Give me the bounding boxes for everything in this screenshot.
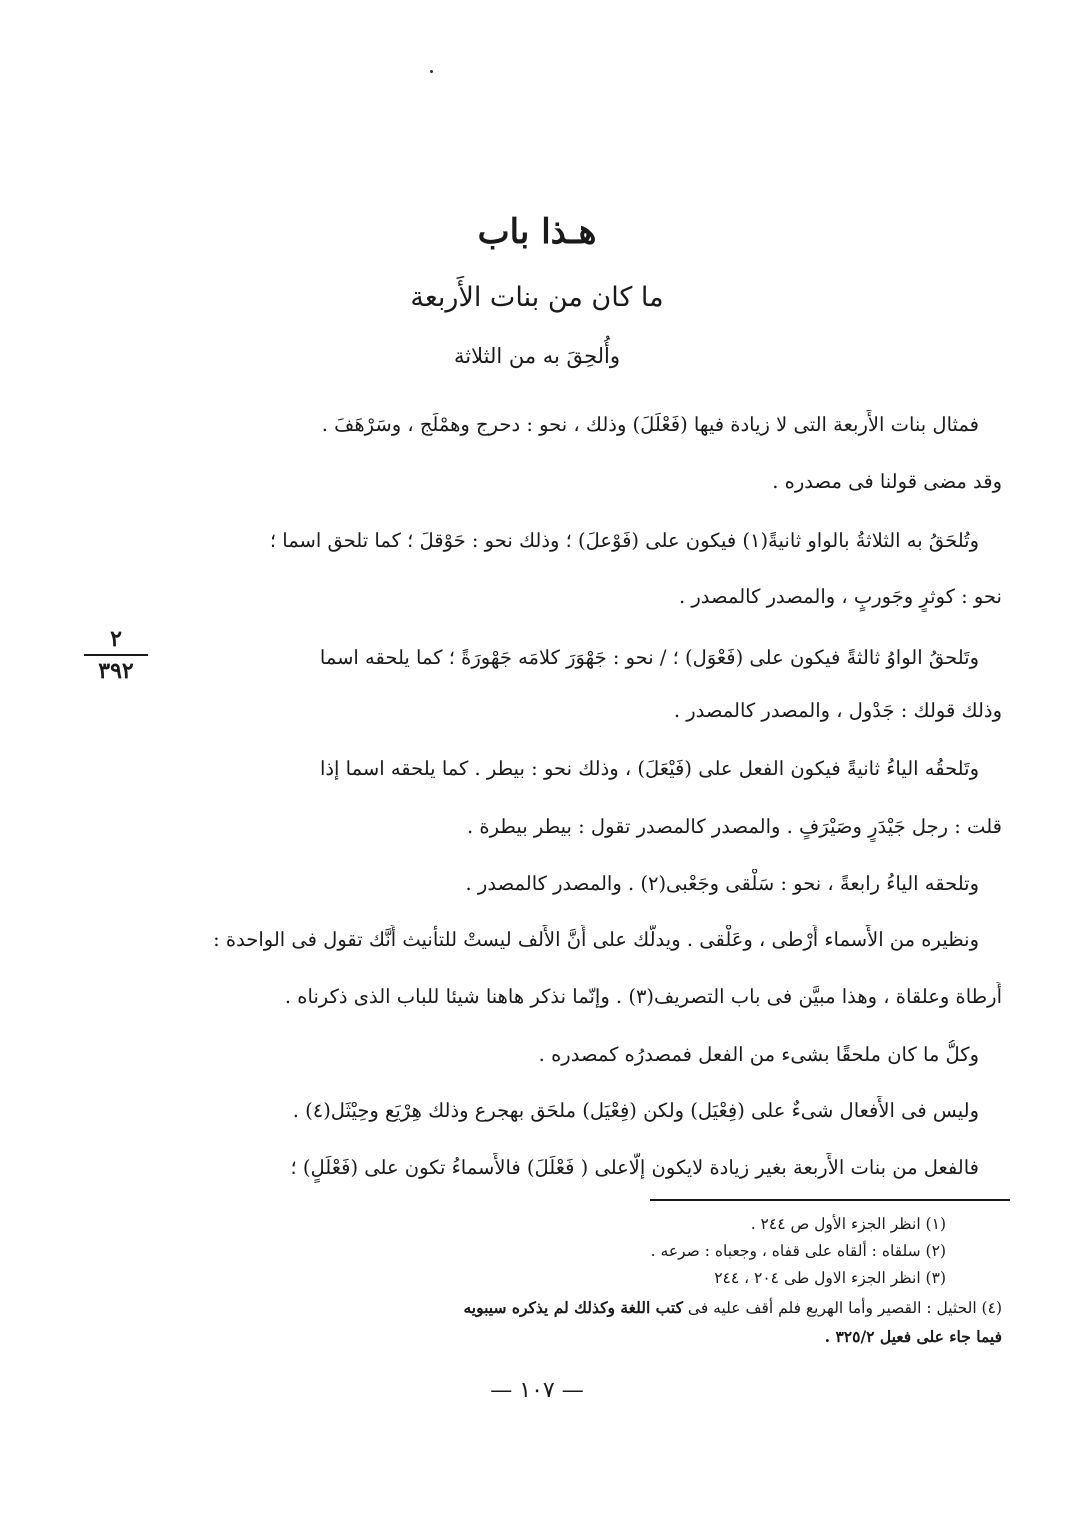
margin-reference-page: ٣٩٢ <box>98 658 134 684</box>
body-line: فالفعل من بنات الأَربعة بغير زيادة لايكون إلّاعلى ( فَعْلَلَ) فالأَسماءُ تكون على (فَعْلَلٍ) ؛ <box>290 1156 979 1179</box>
body-line: أَرطاة وعلقاة ، وهذا مبيَّن فى باب التصريف(٣) . وإنّما نذكر هاهنا شيئا للباب الذى ذكرناه . <box>284 985 1002 1008</box>
body-line: قلت : رجل جَيْدَرٍ وصَيْرَفٍ . والمصدر كالمصدر تقول : بيطر بيطرة . <box>466 815 1002 838</box>
body-line: فمثال بنات الأَربعة التى لا زيادة فيها (فَعْلَلَ) وذلك ، نحو : دحرج وهمْلَج ، وسَرْهَفَ . <box>321 413 979 436</box>
body-line: ونظيره من الأَسماء أَرْطى ، وعَلْقى . ويدلُّك على أَنَّ الأَلف ليستْ للتأْنيث أَنَّك تقول فى الواحدة : <box>213 928 979 951</box>
body-line: وتَلحقُه الياءُ ثانيةً فيكون الفعل على (فَيْعَلَ) ، وذلك نحو : بيطر . كما يلحقه اسما إذا <box>319 757 979 780</box>
margin-reference-volume: ٢ <box>110 626 122 652</box>
body-line: وكلُّ ما كان ملحقًا بشىء من الفعل فمصدرُه كمصدره . <box>538 1043 979 1066</box>
body-line: وتُلحَقُ به الثلاثةُ بالواو ثانيةً(١) فيكون على (فَوْعلَ) ؛ وذلك نحو : حَوْقلَ ؛ كما تلحق اسما ؛ <box>269 529 979 552</box>
footnote-text: (٤) الحثيل : القصير وأما الهريع فلم أقف عليه فى <box>687 1299 1002 1317</box>
footnote-separator <box>650 1199 1010 1201</box>
body-line: وليس فى الأَفعال شىءٌ على (فِعْيَل) ولكن (فِعْيَل) ملحَق بهجرع وذلك هِرْيَع وحِيْثَل(٤) . <box>292 1099 979 1122</box>
footnote-continuation <box>102 1326 1002 1348</box>
margin-reference-divider <box>84 654 148 656</box>
footnote: (٢) سلقاه : ألقاه على قفاه ، وجعباه : صرعه . <box>650 1242 946 1260</box>
footnote: (١) انظر الجزء الأول ص ٢٤٤ . <box>750 1215 946 1233</box>
body-line: نحو : كوثرٍ وجَوربٍ ، والمصدر كالمصدر . <box>678 585 1002 608</box>
footnote-text-bold: فيما جاء على فعيل ٣٢٥/٢ . <box>824 1327 1002 1346</box>
chapter-title: هـذا باب <box>477 212 597 252</box>
footnote-text-bold: كتب اللغة وكذلك لم يذكره سيبويه <box>463 1298 683 1317</box>
page-number: — ١٠٧ — <box>490 1378 584 1403</box>
body-line: وذلك قولك : جَدْول ، والمصدر كالمصدر . <box>673 699 1002 722</box>
scan-speck <box>430 70 433 73</box>
body-line: وتَلحقُ الواوُ ثالثةً فيكون على (فَعْوَل) ؛ / نحو : جَهْوَرَ كلامَه جَهْورَةً ؛ كما يلحقه اسما <box>319 646 979 669</box>
margin-reference <box>78 626 154 684</box>
footnote <box>102 1297 1002 1319</box>
chapter-subtitle-2: وأُلحِقَ به من الثلاثة <box>453 344 620 368</box>
body-line: وتلحقه الياءُ رابعةً ، نحو : سَلْقى وجَعْبى(٢) . والمصدر كالمصدر . <box>465 872 979 895</box>
body-line: وقد مضى قولنا فى مصدره . <box>772 470 1002 493</box>
footnote: (٣) انظر الجزء الاول طى ٢٠٤ ، ٢٤٤ <box>714 1269 946 1287</box>
chapter-subtitle: ما كان من بنات الأَربعة <box>410 282 664 313</box>
